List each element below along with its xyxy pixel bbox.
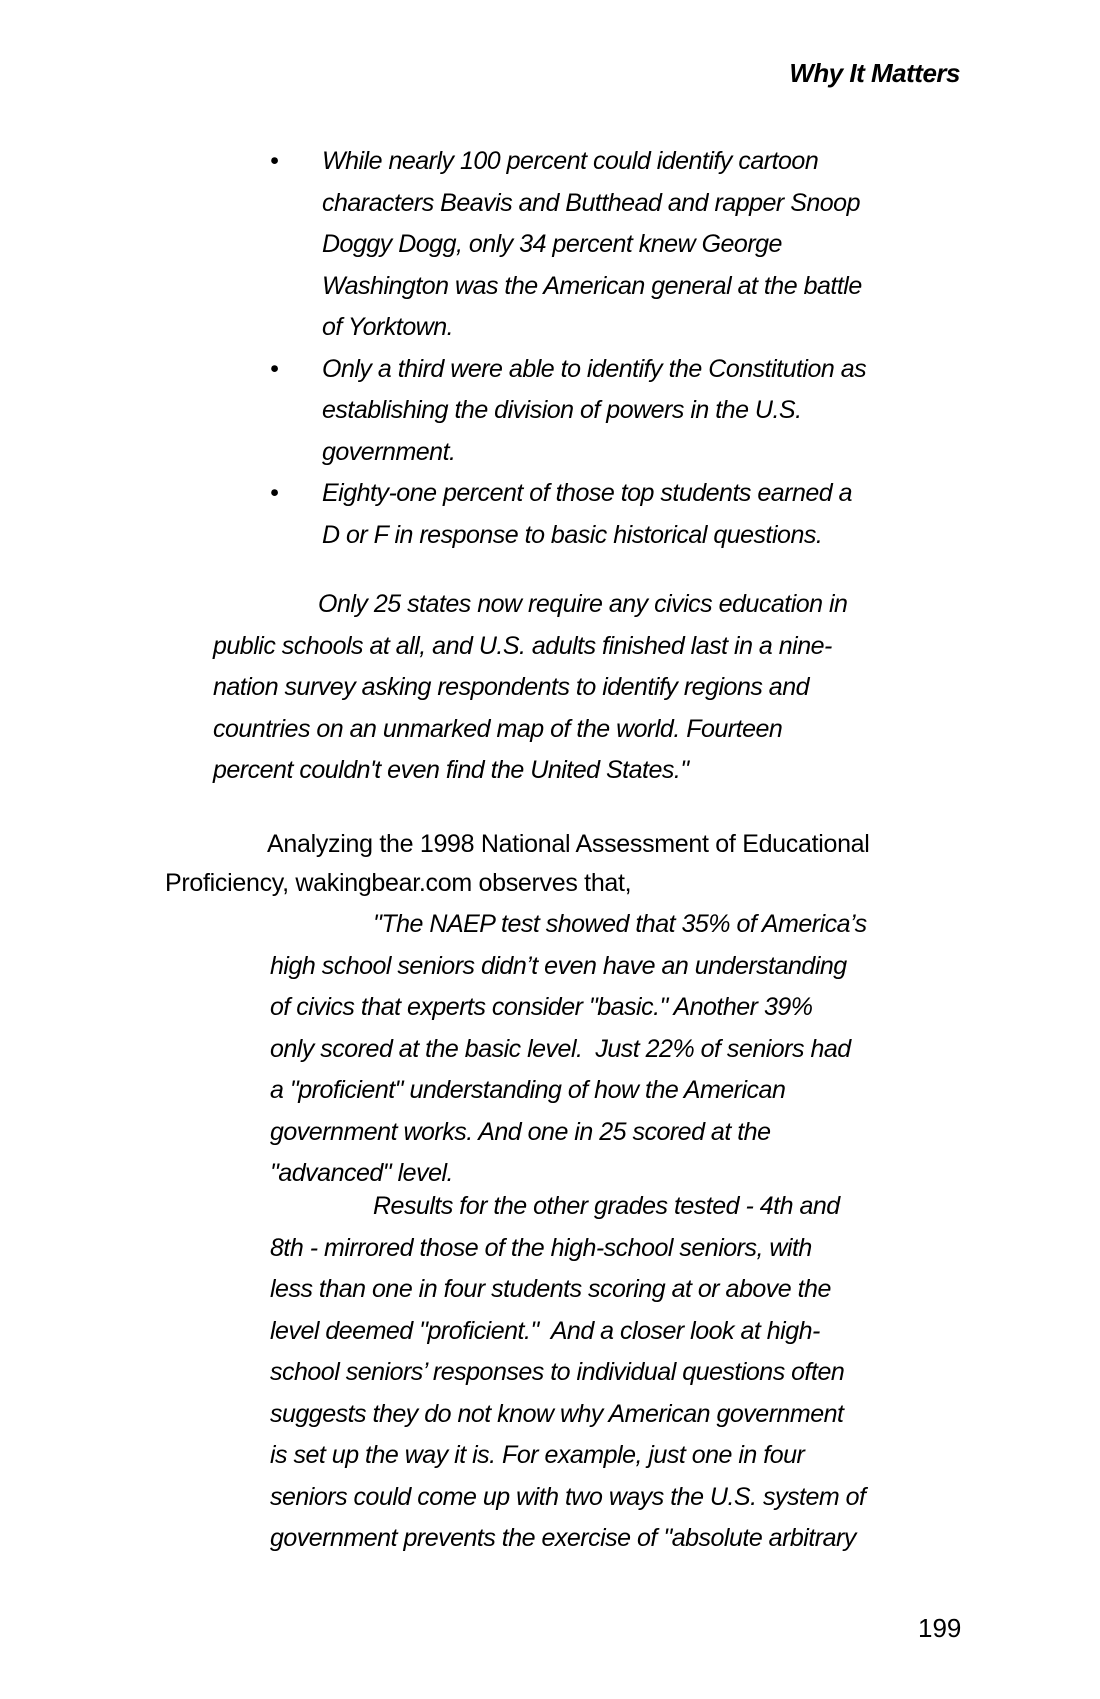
- paragraph-civics-education: Only 25 states now require any civics education in public schools at all, and U.S. adults finished last in a nine- nation survey asking respondents to identify regions and countries on an unmarked map of the world. Fourteen percent couldn't even find the United States.": [213, 590, 848, 784]
- running-header: Why It Matters: [789, 58, 960, 88]
- bullet-icon: •: [270, 354, 279, 383]
- bullet-icon: •: [270, 147, 279, 175]
- list-item: [270, 473, 970, 556]
- paragraph-analyzing-naep: Analyzing the 1998 National Assessment of Educational Proficiency, wakingbear.com observes that,: [165, 830, 870, 897]
- blockquote-naep-results: "The NAEP test showed that 35% of America’s high school seniors didn’t even have an understanding of civics that experts consider "basic." Another 39% only scored at the basic level. Just 22% of seniors had a "proficient" understanding of how the American government works. And one in 25 scored at the "advanced" level.: [270, 910, 867, 1187]
- list-item: [270, 141, 970, 349]
- bullet-list: [270, 141, 970, 556]
- bullet-text-cartoon-characters: While nearly 100 percent could identify cartoon characters Beavis and Butthead and rapper Snoop Doggy Dogg, only 34 percent knew George Washington was the American general at the battle of Yorktown.: [322, 147, 862, 341]
- bullet-icon: •: [270, 479, 279, 507]
- list-item: [270, 349, 970, 474]
- bullet-text-grades: Eighty-one percent of those top students earned a D or F in response to basic historical questions.: [322, 479, 853, 549]
- blockquote-other-grades: Results for the other grades tested - 4th and 8th - mirrored those of the high-school seniors, with less than one in four students scoring at or above the level deemed "proficient." And a closer look at high- school seniors’ responses to individual questions often suggests they do not know why American government is set up the way it is. For example, just one in four seniors could come up with two ways the U.S. system of government prevents the exercise of "absolute arbitrary: [270, 1192, 866, 1552]
- page-number: 199: [918, 1613, 962, 1643]
- bullet-text-constitution: Only a third were able to identify the Constitution as establishing the division of powers in the U.S. government.: [322, 354, 867, 466]
